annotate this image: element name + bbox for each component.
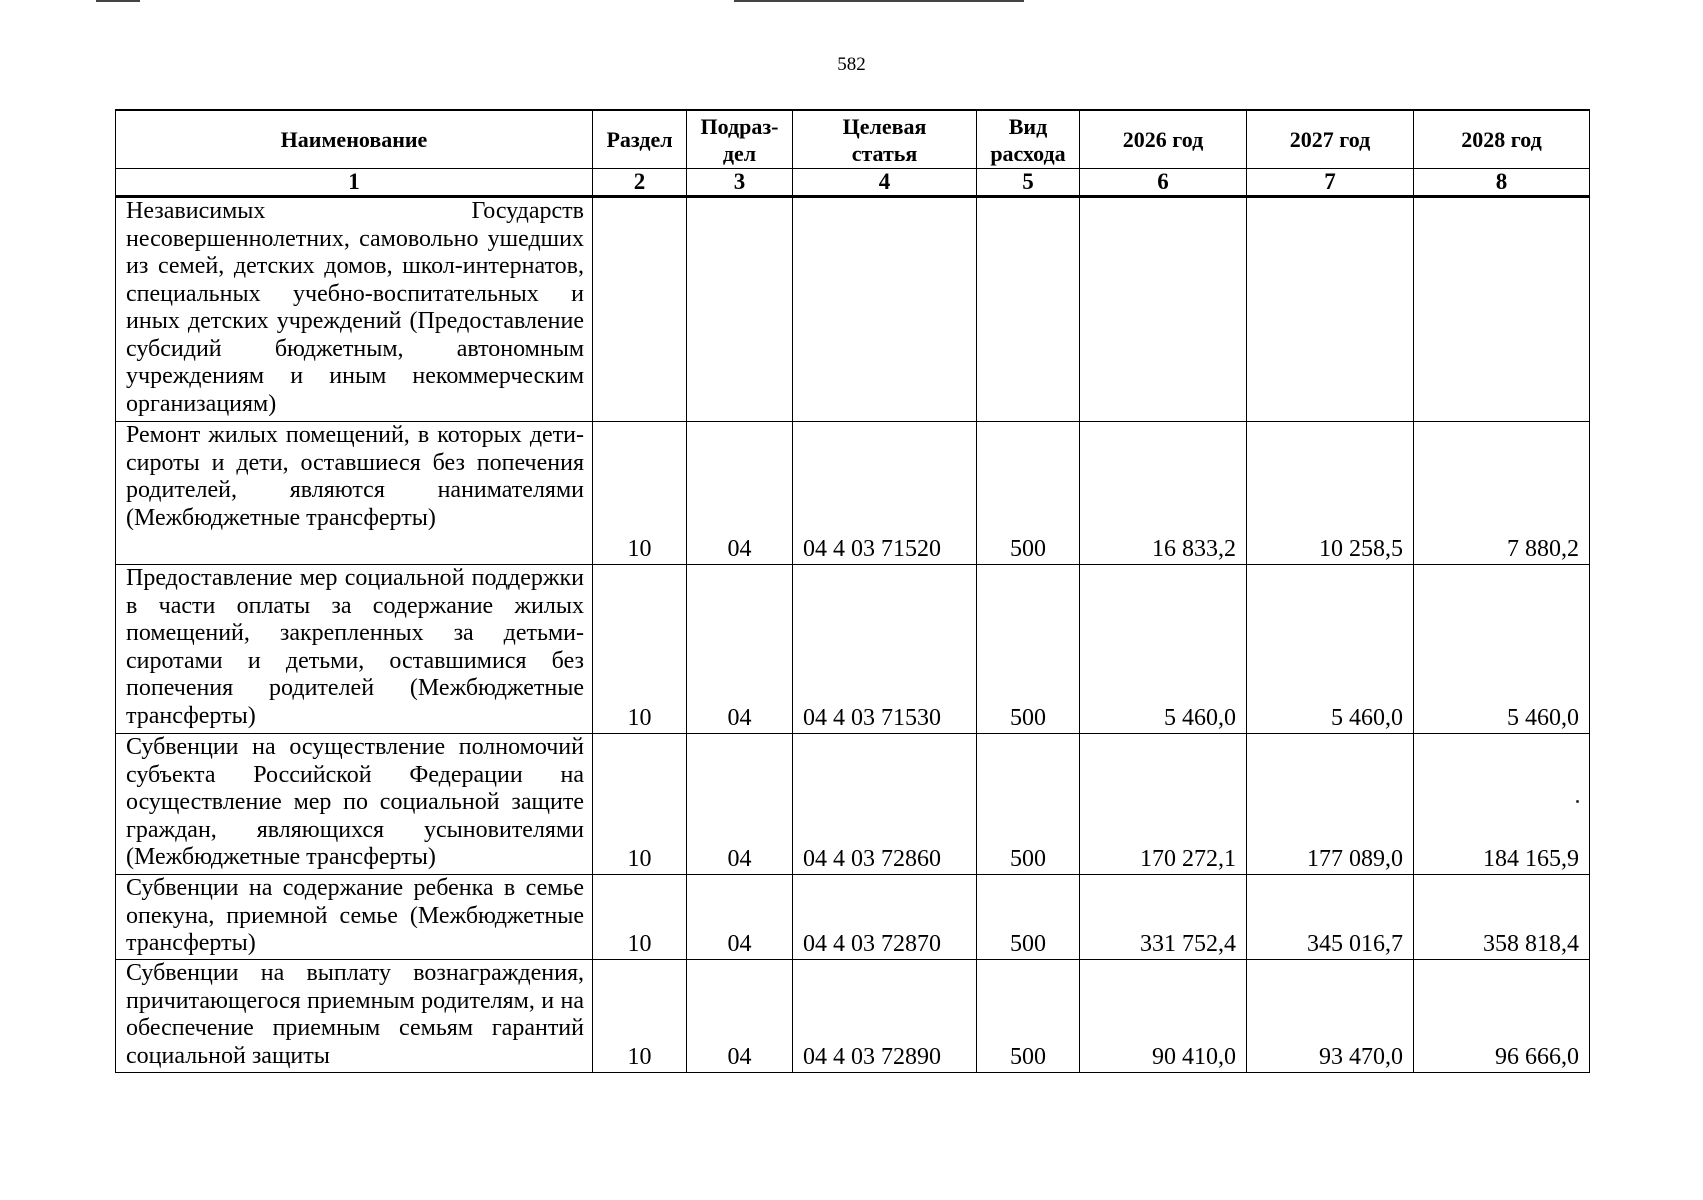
row-target: 04 4 03 72860 [793, 734, 977, 875]
column-number: 6 [1080, 169, 1247, 197]
table-row [116, 422, 1590, 565]
row-2028: 7 880,2 [1414, 422, 1590, 565]
row-expense-type: 500 [977, 565, 1080, 734]
row-2028: 5 460,0 [1414, 565, 1590, 734]
row-2026: 331 752,4 [1080, 875, 1247, 960]
column-header-expense-type: Вид расхода [977, 110, 1080, 169]
row-2026: 90 410,0 [1080, 960, 1247, 1073]
row-subsection: 04 [687, 875, 793, 960]
table-row [116, 734, 1590, 875]
column-number: 8 [1414, 169, 1590, 197]
column-number: 3 [687, 169, 793, 197]
row-target: 04 4 03 71520 [793, 422, 977, 565]
column-number: 7 [1247, 169, 1414, 197]
row-2027: 93 470,0 [1247, 960, 1414, 1073]
row-expense-type: 500 [977, 734, 1080, 875]
row-2028 [1414, 197, 1590, 422]
top-rule-right [734, 0, 1024, 2]
row-2026 [1080, 197, 1247, 422]
row-name: Предоставление мер социальной поддержки в части оплаты за содержание жилых помещений, закрепленных за детьми-сиротами и детьми, оставшимися без попечения родителей (Межбюджетные трансферты) [116, 565, 593, 734]
column-header-name: Наименование [116, 110, 593, 169]
top-rule-left [96, 0, 140, 2]
scan-speck [1576, 800, 1579, 803]
budget-table [115, 109, 1590, 1073]
row-target: 04 4 03 72890 [793, 960, 977, 1073]
table-row [116, 875, 1590, 960]
row-expense-type [977, 197, 1080, 422]
column-header-subsection: Подраз- дел [687, 110, 793, 169]
table-row [116, 565, 1590, 734]
column-header-2027: 2027 год [1247, 110, 1414, 169]
row-name: Субвенции на осуществление полномочий субъекта Российской Федерации на осуществление мер по социальной защите граждан, являющихся усыновителями (Межбюджетные трансферты) [116, 734, 593, 875]
row-subsection: 04 [687, 734, 793, 875]
column-number: 5 [977, 169, 1080, 197]
row-2027: 5 460,0 [1247, 565, 1414, 734]
column-header-2028: 2028 год [1414, 110, 1590, 169]
row-2026: 5 460,0 [1080, 565, 1247, 734]
row-2027 [1247, 197, 1414, 422]
page-number: 582 [837, 54, 866, 75]
row-name: Субвенции на содержание ребенка в семье опекуна, приемной семье (Межбюджетные трансферты) [116, 875, 593, 960]
column-number: 4 [793, 169, 977, 197]
row-name: Независимых Государств несовершеннолетних, самовольно ушедших из семей, детских домов, школ-интернатов, специальных учебно-воспитательных и иных детских учреждений (Предоставление субсидий бюджетным, автономным учреждениям и иным некоммерческим организациям) [116, 197, 593, 422]
column-header-section: Раздел [593, 110, 687, 169]
row-section: 10 [593, 565, 687, 734]
row-section: 10 [593, 734, 687, 875]
row-name: Ремонт жилых помещений, в которых дети-сироты и дети, оставшиеся без попечения родителей, являются нанимателями (Межбюджетные трансферты) [116, 422, 593, 565]
row-expense-type: 500 [977, 960, 1080, 1073]
table-row [116, 197, 1590, 422]
row-target [793, 197, 977, 422]
row-name: Субвенции на выплату вознаграждения, причитающегося приемным родителям, и на обеспечение приемным семьям гарантий социальной защиты [116, 960, 593, 1073]
row-expense-type: 500 [977, 422, 1080, 565]
row-2027: 10 258,5 [1247, 422, 1414, 565]
row-subsection: 04 [687, 960, 793, 1073]
row-2026: 16 833,2 [1080, 422, 1247, 565]
row-2028: 184 165,9 [1414, 734, 1590, 875]
row-section: 10 [593, 875, 687, 960]
table-row [116, 960, 1590, 1073]
row-expense-type: 500 [977, 875, 1080, 960]
column-header-2026: 2026 год [1080, 110, 1247, 169]
row-2027: 345 016,7 [1247, 875, 1414, 960]
column-header-target: Целевая статья [793, 110, 977, 169]
row-section [593, 197, 687, 422]
column-number: 2 [593, 169, 687, 197]
row-target: 04 4 03 72870 [793, 875, 977, 960]
row-subsection [687, 197, 793, 422]
row-subsection: 04 [687, 422, 793, 565]
table-header-row [116, 110, 1590, 169]
row-target: 04 4 03 71530 [793, 565, 977, 734]
row-section: 10 [593, 960, 687, 1073]
row-section: 10 [593, 422, 687, 565]
column-number: 1 [116, 169, 593, 197]
row-2026: 170 272,1 [1080, 734, 1247, 875]
row-2027: 177 089,0 [1247, 734, 1414, 875]
column-number-row [116, 169, 1590, 197]
row-subsection: 04 [687, 565, 793, 734]
row-2028: 358 818,4 [1414, 875, 1590, 960]
row-2028: 96 666,0 [1414, 960, 1590, 1073]
